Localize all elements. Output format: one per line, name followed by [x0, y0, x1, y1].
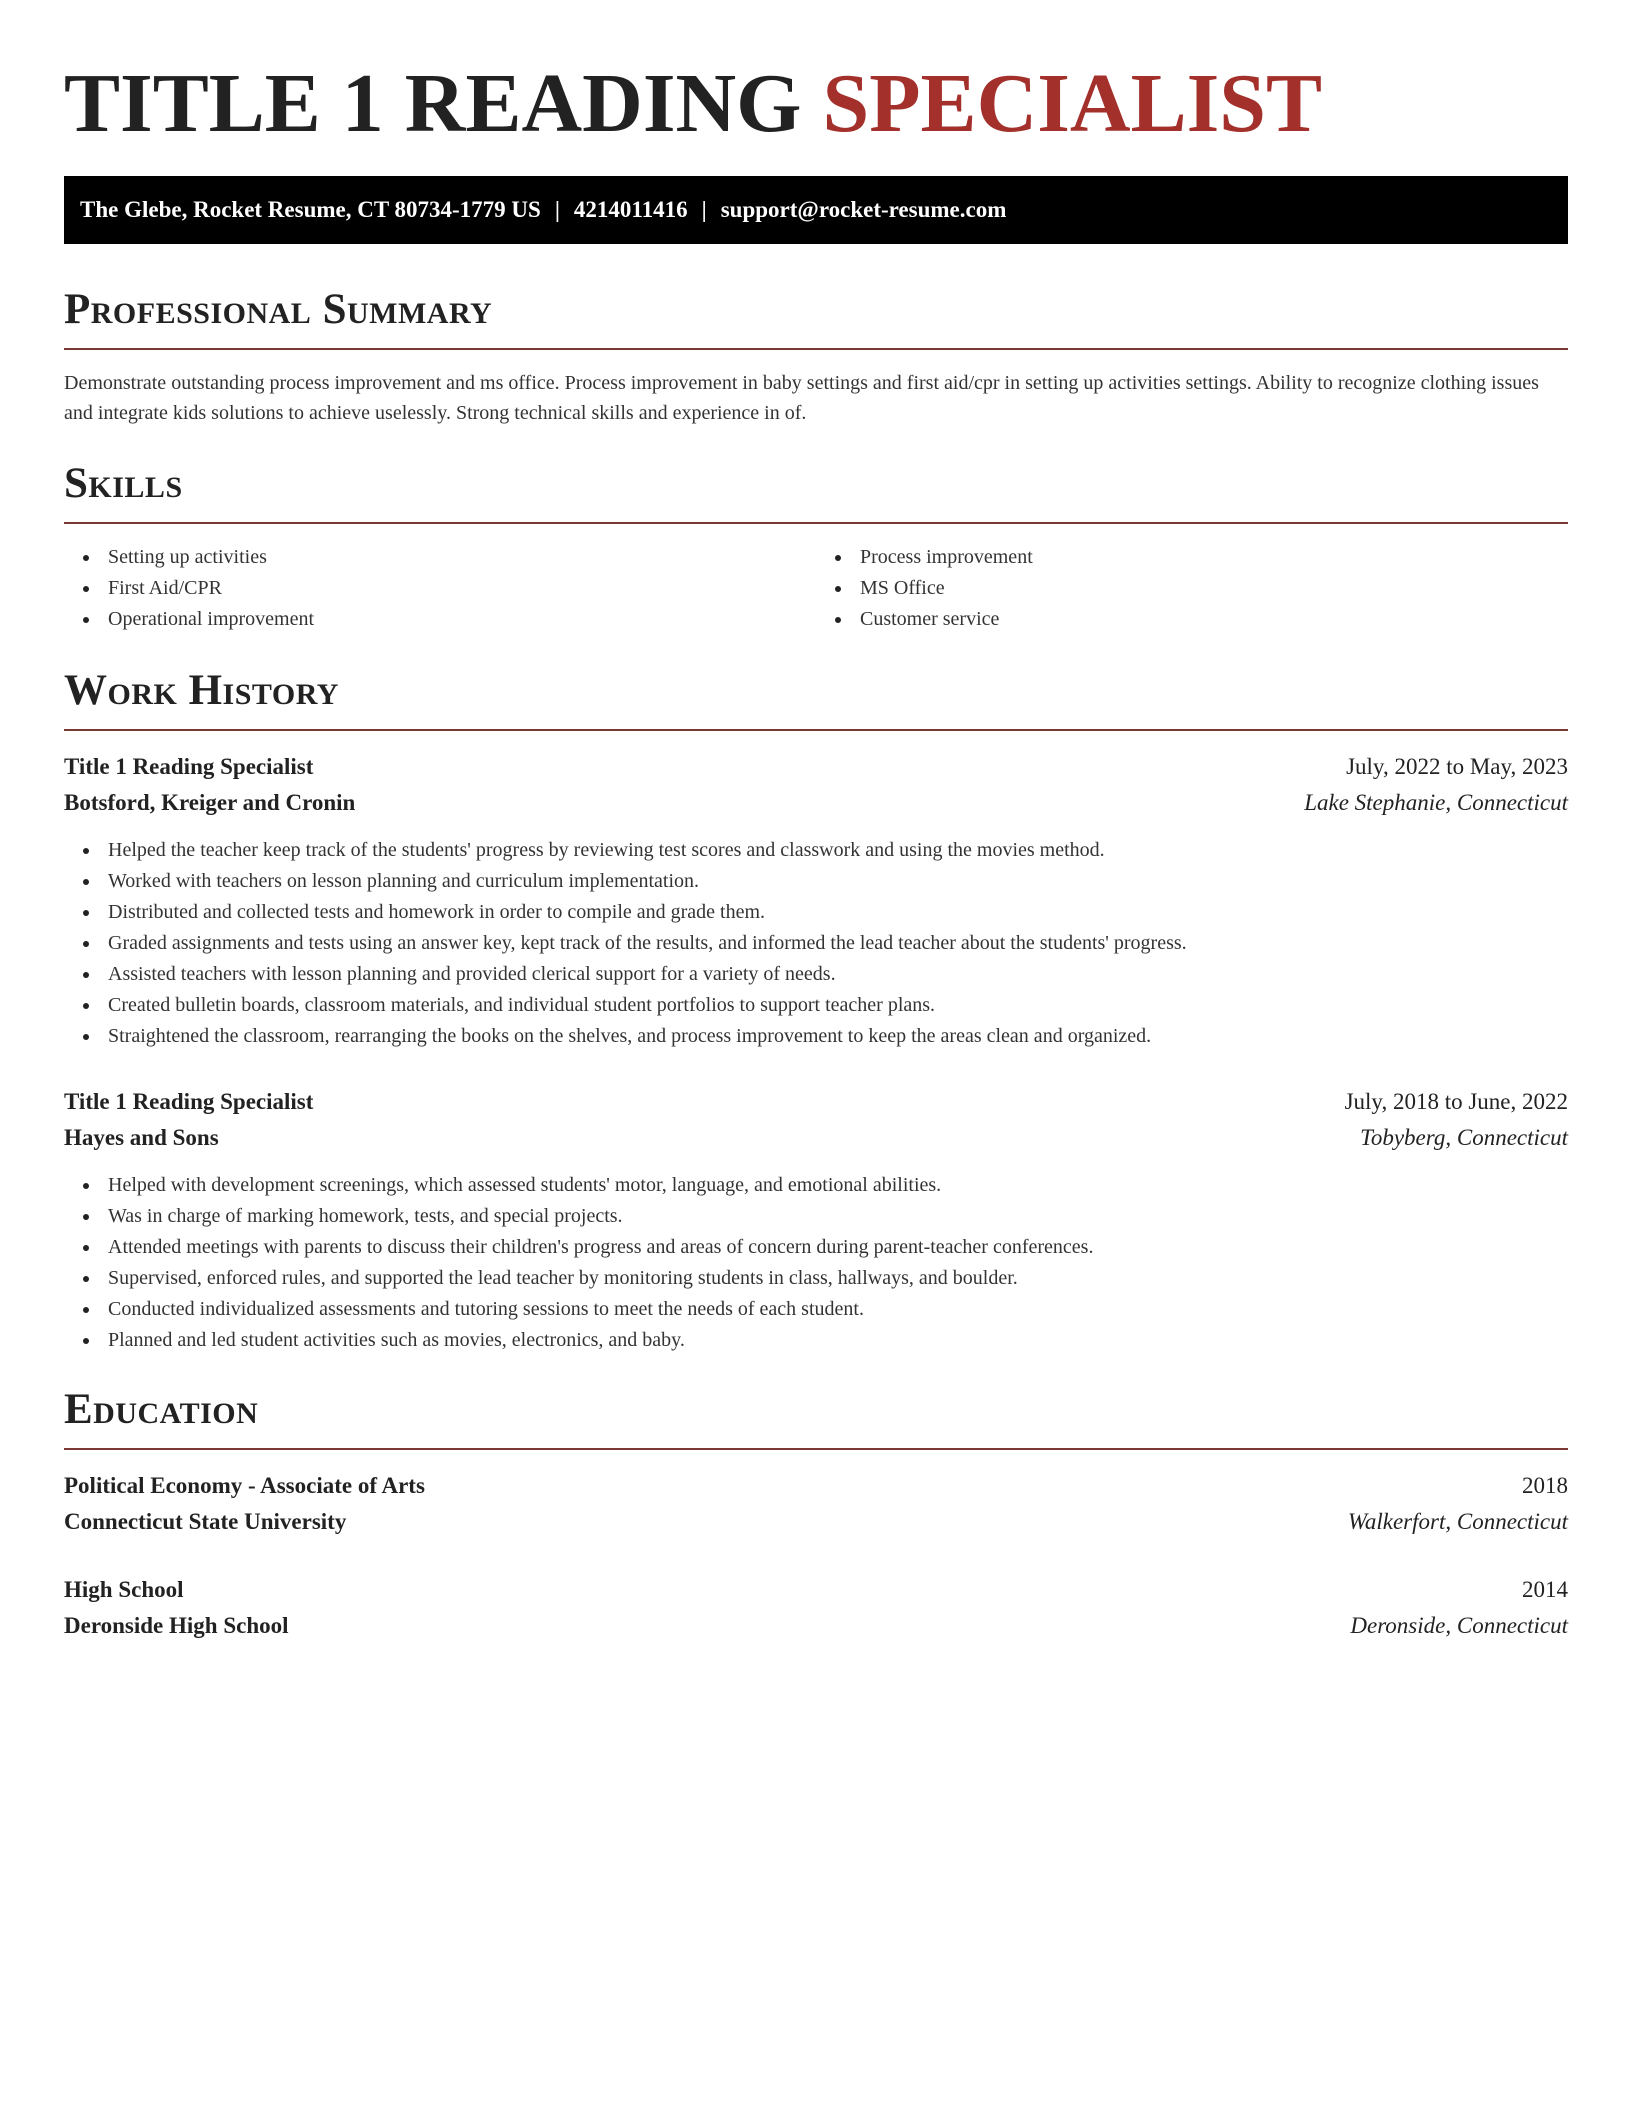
- job-header-row: [64, 749, 1568, 785]
- job-bullet: Helped the teacher keep track of the students' progress by reviewing test scores and classwork and using the movies method.: [108, 835, 1568, 866]
- name-accent: SPECIALIST: [822, 57, 1323, 150]
- contact-separator: |: [554, 197, 560, 222]
- education-section: [64, 1384, 1568, 1644]
- skill-item: Operational improvement: [108, 604, 816, 635]
- job-company: Hayes and Sons: [64, 1125, 219, 1150]
- section-divider: [64, 522, 1568, 524]
- job-bullet: Helped with development screenings, which assessed students' motor, language, and emotional abilities.: [108, 1170, 1568, 1201]
- contact-separator: |: [701, 197, 707, 222]
- job-bullet: Was in charge of marking homework, tests, and special projects.: [108, 1201, 1568, 1232]
- job-company-row: [64, 785, 1568, 821]
- job-bullet: Worked with teachers on lesson planning and curriculum implementation.: [108, 866, 1568, 897]
- job-bullet: Graded assignments and tests using an answer key, kept track of the results, and informed the lead teacher about the students' progress.: [108, 928, 1568, 959]
- contact-email: support@rocket-resume.com: [720, 197, 1007, 222]
- section-divider: [64, 729, 1568, 731]
- education-degree: High School: [64, 1577, 184, 1602]
- job-bullet: Attended meetings with parents to discuss their children's progress and areas of concern during parent-teacher conferences.: [108, 1232, 1568, 1263]
- summary-text: Demonstrate outstanding process improvement and ms office. Process improvement in baby settings and first aid/cpr in setting up activities settings. Ability to recognize clothing issues and integrate kids solutions to achieve uselessly. Strong technical skills and experience in of.: [64, 372, 1539, 424]
- skill-item: MS Office: [860, 573, 1568, 604]
- education-entry: [64, 1572, 1568, 1644]
- education-year: 2018: [1522, 1473, 1568, 1498]
- education-school: Connecticut State University: [64, 1509, 347, 1534]
- education-school-row: [64, 1608, 1568, 1644]
- education-school: Deronside High School: [64, 1613, 289, 1638]
- job-entry: [64, 749, 1568, 1052]
- contact-address: The Glebe, Rocket Resume, CT 80734-1779 US: [80, 197, 541, 222]
- skills-column-right: [816, 542, 1568, 635]
- contact-phone: 4214011416: [573, 197, 688, 222]
- job-bullets: [64, 835, 1568, 1052]
- education-entry: [64, 1468, 1568, 1540]
- resume-name: [64, 56, 1568, 152]
- work-history-title: Work History: [64, 667, 339, 714]
- education-degree-row: [64, 1468, 1568, 1504]
- job-bullet: Conducted individualized assessments and tutoring sessions to meet the needs of each student.: [108, 1294, 1568, 1325]
- skills-section: [64, 458, 1568, 635]
- skills-title: Skills: [64, 460, 183, 507]
- skills-grid: [64, 542, 1568, 635]
- job-bullet: Assisted teachers with lesson planning and provided clerical support for a variety of needs.: [108, 959, 1568, 990]
- job-header-row: [64, 1084, 1568, 1120]
- skill-item: Customer service: [860, 604, 1568, 635]
- job-location: Lake Stephanie, Connecticut: [1304, 790, 1568, 815]
- job-bullet: Created bulletin boards, classroom materials, and individual student portfolios to support teacher plans.: [108, 990, 1568, 1021]
- education-school-row: [64, 1504, 1568, 1540]
- job-dates: July, 2018 to June, 2022: [1344, 1089, 1568, 1114]
- job-bullet: Planned and led student activities such as movies, electronics, and baby.: [108, 1325, 1568, 1356]
- job-role: Title 1 Reading Specialist: [64, 754, 314, 779]
- job-bullet: Supervised, enforced rules, and supported the lead teacher by monitoring students in class, hallways, and boulder.: [108, 1263, 1568, 1294]
- section-divider: [64, 348, 1568, 350]
- skill-item: Setting up activities: [108, 542, 816, 573]
- job-role: Title 1 Reading Specialist: [64, 1089, 314, 1114]
- education-year: 2014: [1522, 1577, 1568, 1602]
- job-entry: [64, 1084, 1568, 1356]
- job-location: Tobyberg, Connecticut: [1360, 1125, 1568, 1150]
- skill-item: First Aid/CPR: [108, 573, 816, 604]
- job-bullet: Distributed and collected tests and homework in order to compile and grade them.: [108, 897, 1568, 928]
- job-company-row: [64, 1120, 1568, 1156]
- job-bullet: Straightened the classroom, rearranging the books on the shelves, and process improvement to keep the areas clean and organized.: [108, 1021, 1568, 1052]
- skill-item: Process improvement: [860, 542, 1568, 573]
- work-history-section: [64, 665, 1568, 1356]
- job-bullets: [64, 1170, 1568, 1356]
- section-divider: [64, 1448, 1568, 1450]
- job-dates: July, 2022 to May, 2023: [1346, 754, 1568, 779]
- education-location: Deronside, Connecticut: [1350, 1613, 1568, 1638]
- education-degree: Political Economy - Associate of Arts: [64, 1473, 425, 1498]
- contact-bar: [64, 176, 1568, 244]
- education-title: Education: [64, 1386, 259, 1433]
- education-location: Walkerfort, Connecticut: [1347, 1509, 1568, 1534]
- job-company: Botsford, Kreiger and Cronin: [64, 790, 356, 815]
- name-main: TITLE 1 READING: [64, 57, 802, 150]
- summary-section: [64, 284, 1568, 428]
- education-degree-row: [64, 1572, 1568, 1608]
- summary-title: Professional Summary: [64, 286, 493, 333]
- skills-column-left: [64, 542, 816, 635]
